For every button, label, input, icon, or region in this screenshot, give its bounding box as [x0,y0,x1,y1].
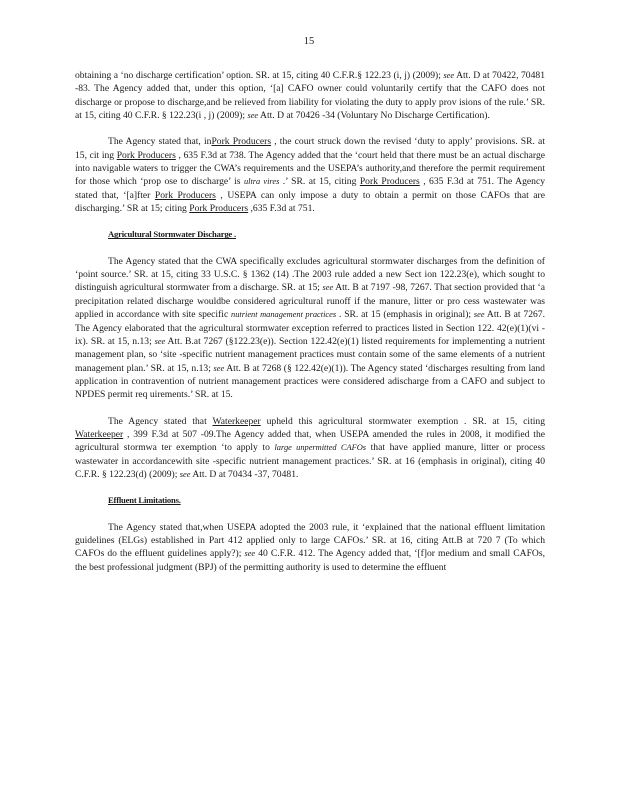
case-name: Waterkeeper [75,428,124,440]
text-run: obtaining a ‘no discharge certification’ option. SR. at 15, citing 40 C.F.R.§ 122.23 (i, j) (2009); [75,70,444,81]
signal-see: see [213,363,225,373]
page-number: 15 [303,36,315,47]
signal-see: see [473,310,485,320]
text-run: , the court struck down the revised ‘duty to apply’ provisions. SR. at 15, cit ing [75,136,545,161]
paragraph-waterkeeper [75,415,545,482]
case-name: Pork Producers [359,176,420,188]
case-name: Pork Producers [189,203,249,215]
text-run: , 635 F.3d at 738. The Agency added that the ‘court held that there must be an actual discharge into navigable waters to trigger the CWA’s requirements and the USEPA’s authority,and therefore the permit requirement for those which ‘prop ose to discharge’ is [75,149,546,188]
text-run: The Agency stated that,when USEPA adopted the 2003 rule, it ‘explained that the national effluent limitation guidelines (ELGs) established in Part 412 applied only to large CAFOs.’ SR. at 16, citing Att.B at 720 7 (To which CAFOs do the effluent guidelines apply?); [75,521,545,560]
text-run: Att. B at 7268 (§ 122.42(e)(1)). The Agency stated ‘discharges resulting from land application in contravention of nutrient management practices were considered adischarge from a CAFO and subject to NPDES permit req uirements.’ SR. at 15. [75,362,545,401]
signal-see: see [179,469,191,479]
text-run: , 399 F.3d at 507 -09.The Agency added that, when USEPA amended the rules in 2008, it modified the agricultural stormwa ter exemption ‘to apply to [75,428,545,454]
text-run: that have applied manure, litter or process wastewater in accordancewith site -specific nutrient management practices.’ SR. at 16 (emphasis in original), citing 40 C.F.R. § 122.23(d) (2009); [75,442,545,480]
case-name: Waterkeeper [212,415,261,427]
document-body [75,69,545,574]
text-run: ,635 F.3d at 751. [248,203,315,215]
paragraph-effluent-limitations [75,521,545,574]
signal-see: see [443,71,455,80]
text-run: Att. B.at 7267 (§122.23(e)). Section 122.42(e)(1) listed requirements for implementing a nutrient management plan, so ‘site -specific nutrient management practices must contain some of the same elements of a nutrient management plan.’ SR. at 15, n.13; [75,335,545,374]
signal-see: see [247,111,259,121]
text-run: , USEPA can only impose a duty to obtain a permit on those CAFOs that are discharging.’ SR at 15; citing [75,189,546,215]
text-run: 40 C.F.R. 412. The Agency added that, ‘[f]or medium and small CAFOs, the best professional judgment (BPJ) of the permitting authority is used to determine the effluent [75,548,545,573]
text-run: Att. D at 70426 -34 (Voluntary No Discharge Certification). [258,110,490,122]
signal-see: see [154,336,166,346]
text-run: The Agency stated that, in [108,136,212,148]
paragraph-pork-producers [75,135,545,215]
case-name: Pork Producers [211,136,272,148]
text-run: upheld this agricultural stormwater exemption . SR. at 15, citing [260,415,546,427]
signal-see: see [244,549,256,559]
case-name: Pork Producers [116,149,176,161]
latin-term: ultra vires [243,177,280,187]
emphasis-text: nutrient management practices [231,310,337,320]
text-run: Att. D at 70422, 70481 -83. The Agency added that, under this option, ‘[a] CAFO owner could voluntarily certify that the CAFO does not discharge or propose to discharge,and be relieved from liability for violating the duty to apply prov isions of the rule.’ SR. at 15, citing 40 C.F.R. § 122.23(i , j) (2009); [75,70,545,122]
paragraph-agricultural-stormwater [75,255,545,402]
text-run: Att. D at 70434 -37, 70481. [190,468,299,480]
signal-see: see [322,283,334,293]
text-run: . SR. at 15 (emphasis in original); [336,309,474,321]
text-run: Att. B at 7267. The Agency elaborated that the agricultural stormwater exception referred to practices listed in Section 122. 42(e)(1)(vi -ix). SR. at 15, n.13; [75,309,545,347]
text-run: The Agency stated that [108,415,213,427]
text-run: The Agency stated that the CWA specifically excludes agricultural stormwater discharges from the definition of ‘point source.’ SR. at 15, citing 33 U.S.C. § 1362 (14) .The 2003 rule added a new Sect ion 122.23(e), which sought to distinguish agricultural stormwater from a discharge. SR. at 15; [75,255,545,294]
text-run: .’ SR. at 15, citing [279,176,360,188]
text-run: Att. B at 7197 -98, 7267. That section provided that ‘a precipitation related discharge wouldbe considered agricultural runoff if the manure, litter or pro cess wastewater was applied in accordance with site specific [75,282,545,321]
paragraph-no-discharge-certification [75,69,545,122]
text-run: , 635 F.3d at 751. The Agency stated that, ‘[a]fter [75,176,545,201]
emphasis-text: large unpermitted CAFOs [274,443,367,453]
section-heading-agricultural-stormwater: Agricultural Stormwater Discharge . [108,229,236,240]
section-heading-effluent-limitations: Effluent Limitations. [108,495,181,506]
case-name: Pork Producers [154,189,216,201]
